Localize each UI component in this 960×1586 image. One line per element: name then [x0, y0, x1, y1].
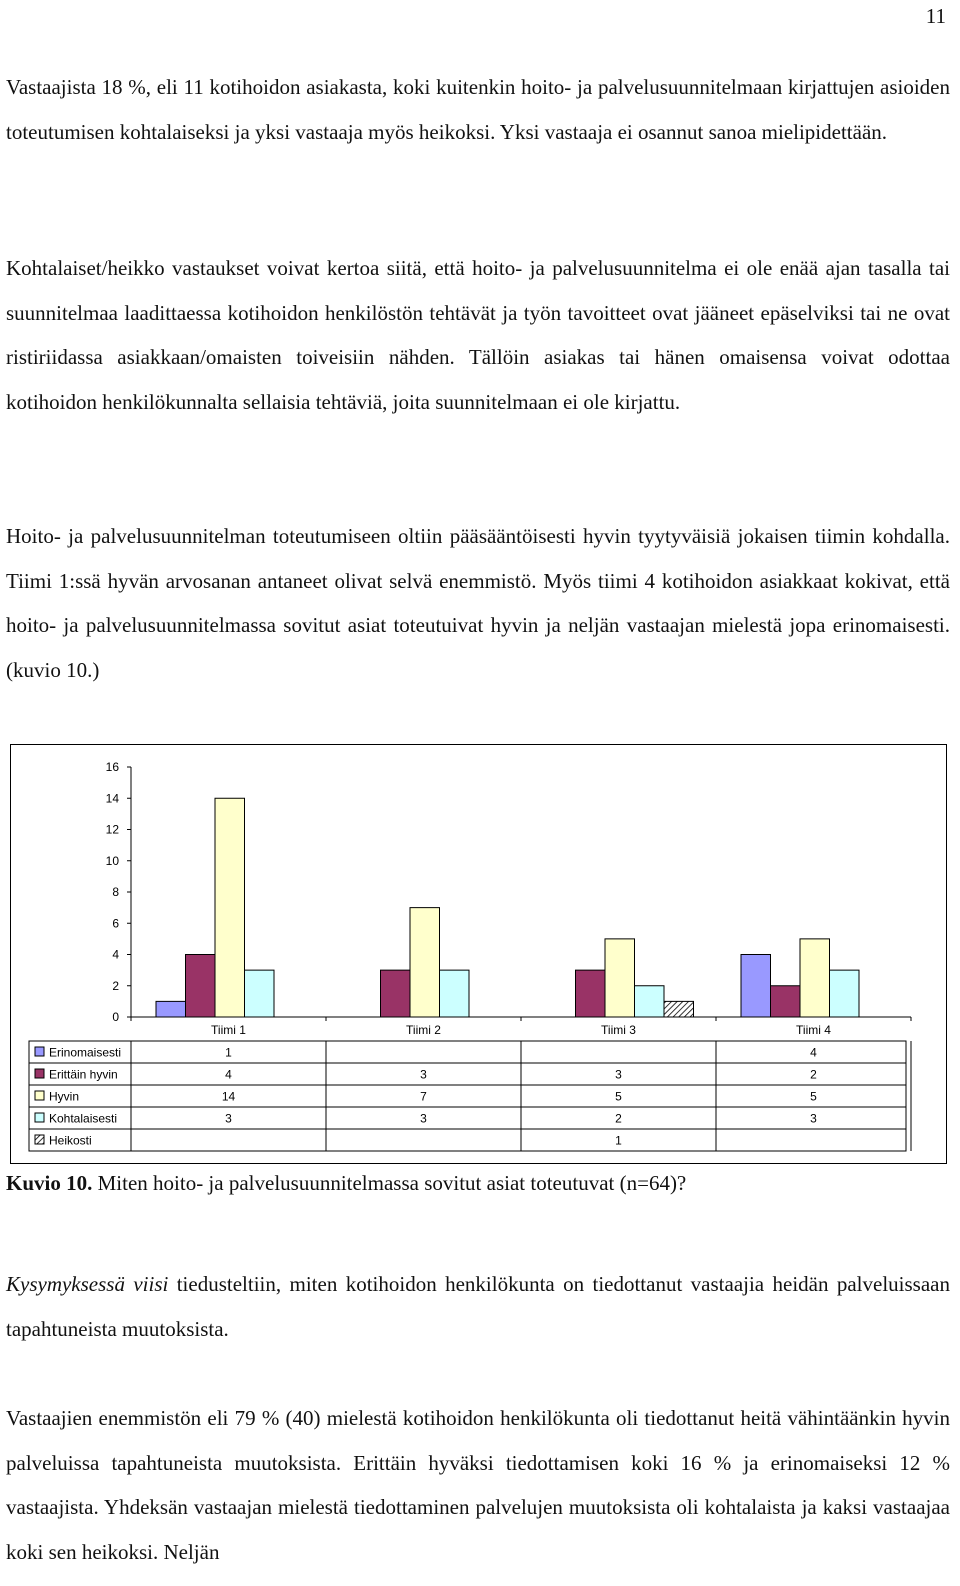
- y-tick-label: 4: [112, 947, 119, 962]
- y-tick-label: 2: [112, 978, 119, 993]
- data-table-value: 3: [225, 1111, 232, 1126]
- legend-swatch-heikosti: [35, 1135, 44, 1144]
- bar-eritt-in-hyvin-tiimi-1: [186, 955, 216, 1018]
- figure-caption-label: Kuvio 10.: [6, 1171, 93, 1195]
- data-table-value: 3: [420, 1067, 427, 1082]
- category-label: Tiimi 4: [796, 1023, 831, 1037]
- bar-eritt-in-hyvin-tiimi-3: [576, 970, 606, 1017]
- data-table-value: 4: [810, 1045, 817, 1060]
- paragraph-informing-results: Vastaajien enemmistön eli 79 % (40) mielestä kotihoidon henkilökunta oli tiedottanut heitä vähintäänkin hyvin palveluissa tapahtuneista muutoksista. Erittäin hyväksi tiedottamisen koki 16 % ja erinomaiseksi 12 % vastaajista. Yhdeksän vastaajan mielestä tiedottaminen palvelujen muutoksista oli kohtalaista ja kaksi vastaajaa koki sen heikoksi. Neljän: [6, 1406, 950, 1564]
- figure-caption: [6, 1168, 686, 1198]
- data-table-border: [29, 1041, 906, 1151]
- bar-chart: [10, 744, 947, 1164]
- bar-chart-svg: [11, 745, 946, 1163]
- y-tick-label: 14: [105, 791, 119, 806]
- page-number: 11: [925, 4, 946, 28]
- category-label: Tiimi 3: [601, 1023, 636, 1037]
- paragraph-question-five-text: tiedusteltiin, miten kotihoidon henkilökunta on tiedottanut vastaajia heidän palveluissaan tapahtuneista muutoksista.: [6, 1272, 950, 1341]
- legend-swatch-hyvin: [35, 1091, 44, 1100]
- y-tick-label: 16: [105, 760, 119, 774]
- legend-swatch-erinomaisesti: [35, 1047, 44, 1056]
- y-tick-label: 0: [112, 1010, 119, 1024]
- legend-label-hyvin: Hyvin: [49, 1089, 80, 1104]
- bar-erinomaisesti-tiimi-4: [741, 955, 771, 1018]
- data-table-value: 3: [810, 1111, 817, 1126]
- bar-eritt-in-hyvin-tiimi-2: [381, 970, 411, 1017]
- y-tick-label: 12: [105, 822, 119, 837]
- data-table-value: 3: [420, 1111, 427, 1126]
- bar-kohtalaisesti-tiimi-1: [245, 970, 275, 1017]
- legend-label-erinomaisesti: Erinomaisesti: [49, 1045, 122, 1060]
- data-table-value: 2: [810, 1067, 817, 1082]
- data-table-value: 7: [420, 1089, 427, 1104]
- y-tick-label: 6: [112, 916, 119, 931]
- bar-hyvin-tiimi-1: [215, 798, 245, 1017]
- data-table-value: 4: [225, 1067, 232, 1082]
- legend-label-heikosti: Heikosti: [49, 1133, 92, 1148]
- data-table-value: 1: [225, 1045, 232, 1060]
- bar-heikosti-tiimi-3: [664, 1001, 694, 1017]
- bar-kohtalaisesti-tiimi-3: [635, 986, 665, 1017]
- y-tick-label: 10: [105, 853, 119, 868]
- bar-hyvin-tiimi-4: [800, 939, 830, 1017]
- question-reference: Kysymyksessä viisi: [6, 1272, 169, 1296]
- paragraph-results-moderate: Vastaajista 18 %, eli 11 kotihoidon asiakasta, koki kuitenkin hoito- ja palvelusuunnitelmaan kirjattujen asioiden toteutumisen kohtalaiseksi ja yksi vastaaja myös heikoksi. Yksi vastaaja ei osannut sanoa mielipidettään.: [6, 75, 950, 144]
- legend-label-eritt-in-hyvin: Erittäin hyvin: [49, 1067, 118, 1082]
- bar-erinomaisesti-tiimi-1: [156, 1001, 186, 1017]
- y-tick-label: 8: [112, 885, 119, 899]
- bar-hyvin-tiimi-2: [410, 908, 440, 1017]
- category-label: Tiimi 1: [211, 1023, 246, 1037]
- paragraph-question-five: [6, 1262, 950, 1351]
- figure-caption-text: Miten hoito- ja palvelusuunnitelmassa sovitut asiat toteutuvat (n=64)?: [92, 1171, 687, 1195]
- data-table-value: 5: [615, 1089, 622, 1104]
- legend-swatch-kohtalaisesti: [35, 1113, 44, 1122]
- legend-label-kohtalaisesti: Kohtalaisesti: [49, 1111, 118, 1126]
- data-table-value: 1: [615, 1133, 622, 1148]
- data-table-value: 2: [615, 1111, 622, 1126]
- bar-kohtalaisesti-tiimi-2: [440, 970, 470, 1017]
- legend-swatch-eritt-in-hyvin: [35, 1069, 44, 1078]
- data-table-value: 14: [221, 1089, 236, 1104]
- paragraph-team-satisfaction: Hoito- ja palvelusuunnitelman toteutumiseen oltiin pääsääntöisesti hyvin tyytyväisiä jokaisen tiimin kohdalla. Tiimi 1:ssä hyvän arvosanan antaneet olivat selvä enemmistö. Myös tiimi 4 kotihoidon asiakkaat kokivat, että hoito- ja palvelusuunnitelmassa sovitut asiat toteutuivat hyvin ja neljän vastaajan mielestä jopa erinomaisesti. (kuvio 10.): [6, 524, 950, 682]
- bar-hyvin-tiimi-3: [605, 939, 635, 1017]
- bar-eritt-in-hyvin-tiimi-4: [771, 986, 801, 1017]
- bar-kohtalaisesti-tiimi-4: [830, 970, 860, 1017]
- data-table-value: 5: [810, 1089, 817, 1104]
- data-table-value: 3: [615, 1067, 622, 1082]
- category-label: Tiimi 2: [406, 1023, 441, 1037]
- paragraph-interpretation: Kohtalaiset/heikko vastaukset voivat kertoa siitä, että hoito- ja palvelusuunnitelma ei ole enää ajan tasalla tai suunnitelmaa laadittaessa kotihoidon henkilöstön tehtävät ja työn tavoitteet ovat jääneet epäselviksi tai ne ovat ristiriidassa asiakkaan/omaisten toiveisiin nähden. Tällöin asiakas tai hänen omaisensa voivat odottaa kotihoidon henkilökunnalta sellaisia tehtäviä, joita suunnitelmaan ei ole kirjattu.: [6, 256, 950, 414]
